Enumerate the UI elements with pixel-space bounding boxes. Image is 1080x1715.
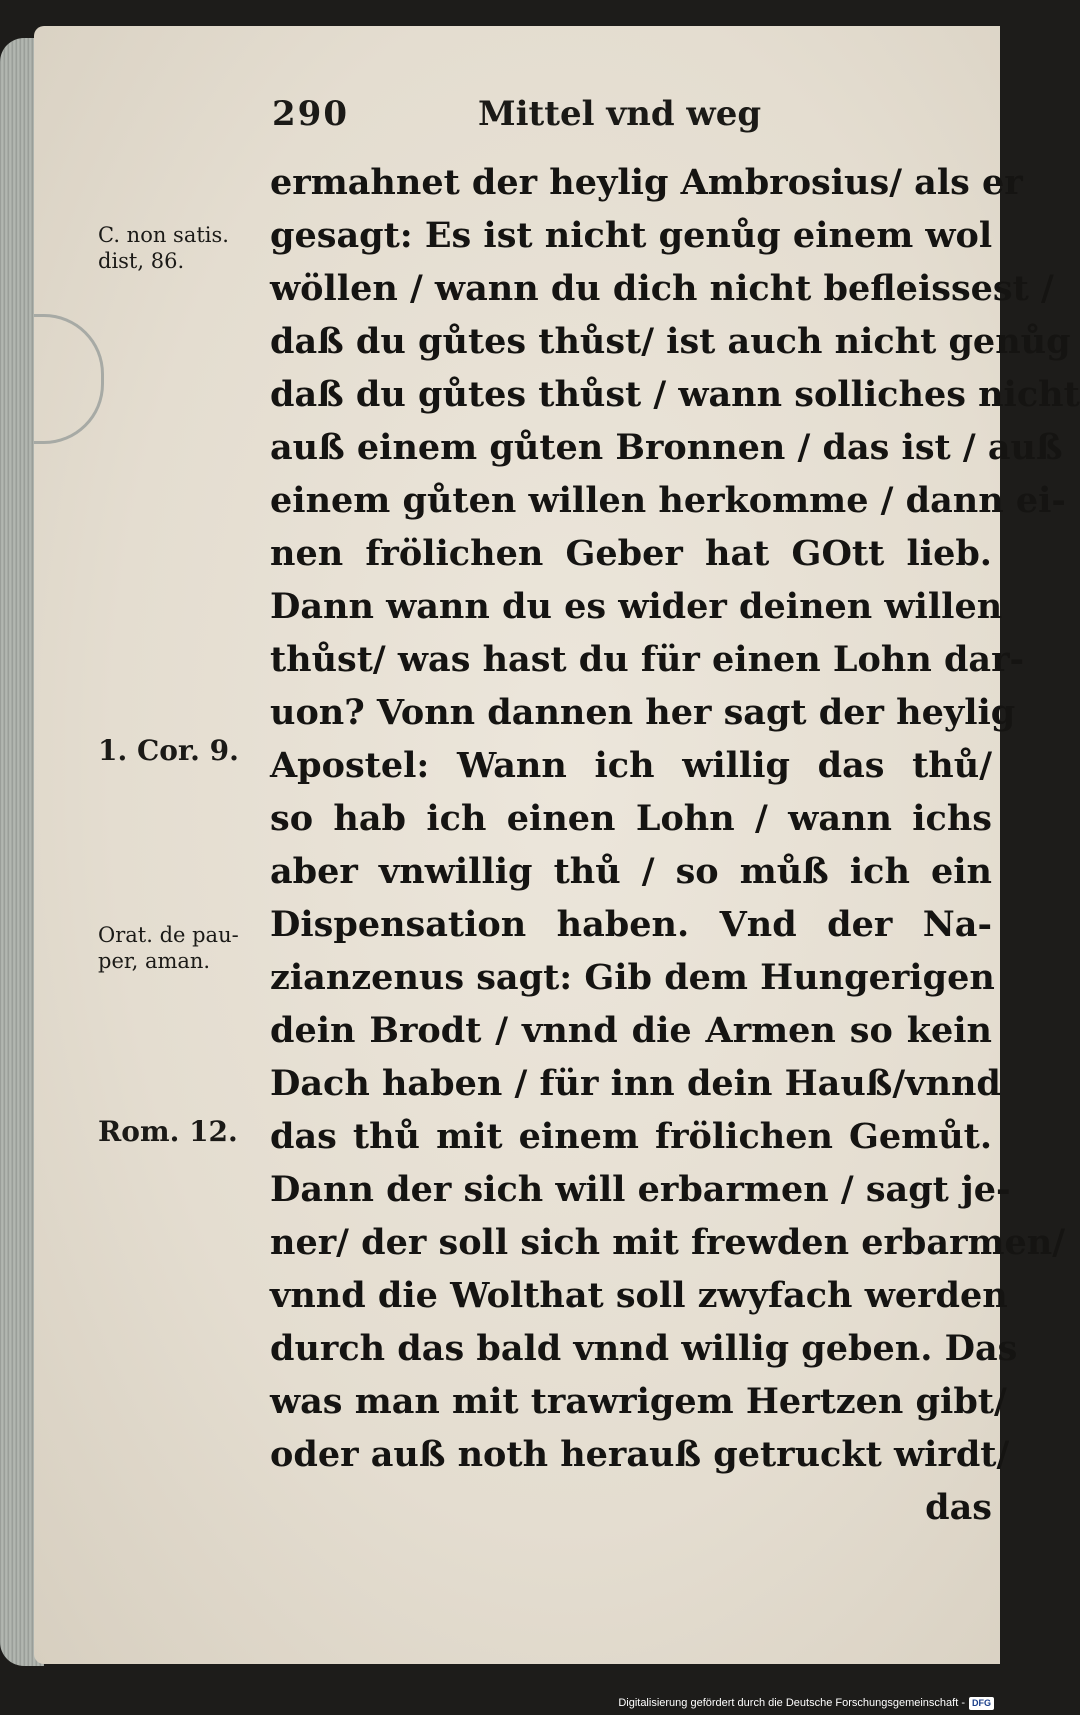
- margin-note-line: C. non satis.: [98, 223, 229, 247]
- catchword: das: [925, 1487, 992, 1528]
- text-line: thůst/ was hast du für einen Lohn dar-: [270, 639, 1025, 680]
- dfg-logo: DFG: [969, 1697, 994, 1710]
- text-line: zianzenus sagt: Gib dem Hungerigen: [270, 957, 995, 998]
- text-line: dein Brodt / vnnd die Armen so kein: [270, 1010, 992, 1051]
- text-line: aber vnwillig thů / so můß ich ein: [270, 851, 992, 892]
- text-line: daß du gůtes thůst/ ist auch nicht genůg: [270, 321, 1071, 362]
- credit-text: Digitalisierung gefördert durch die Deutsche Forschungsgemeinschaft -: [618, 1697, 965, 1709]
- text-line: gesagt: Es ist nicht genůg einem wol: [270, 215, 993, 256]
- text-line: ner/ der soll sich mit frewden erbarmen/: [270, 1222, 1066, 1263]
- text-line: vnnd die Wolthat soll zwyfach werden: [270, 1275, 1008, 1316]
- text-line: wöllen / wann du dich nicht befleissest /: [270, 268, 1054, 309]
- text-line: so hab ich einen Lohn / wann ichs: [270, 798, 992, 839]
- margin-note-line: per, aman.: [98, 949, 211, 973]
- text-line: auß einem gůten Bronnen / das ist / auß: [270, 427, 1063, 468]
- text-line: daß du gůtes thůst / wann solliches nicht: [270, 374, 1080, 415]
- page-number: 290: [272, 94, 349, 134]
- body-text: [270, 156, 1080, 1534]
- running-title: Mittel vnd weg: [478, 94, 762, 134]
- margin-note-c-non-satis: [98, 222, 268, 274]
- text-line: Dann wann du es wider deinen willen: [270, 586, 1003, 627]
- margin-note-line: dist, 86.: [98, 249, 185, 273]
- text-line: Dach haben / für inn dein Hauß/vnnd: [270, 1063, 1001, 1104]
- text-line: Dann der sich will erbarmen / sagt je-: [270, 1169, 1011, 1210]
- margin-note-line: Orat. de pau-: [98, 923, 239, 947]
- text-line: Dispensation haben. Vnd der Na-: [270, 904, 992, 945]
- text-line: oder auß noth herauß getruckt wirdt/: [270, 1434, 1010, 1475]
- margin-note-rom-12: Rom. 12.: [98, 1115, 238, 1148]
- text-line: durch das bald vnnd willig geben. Das: [270, 1328, 1018, 1369]
- margin-note-orat: [98, 922, 268, 974]
- text-line: das thů mit einem frölichen Gemůt.: [270, 1116, 992, 1157]
- dfg-credit: [618, 1695, 994, 1711]
- text-line: einem gůten willen herkomme / dann ei-: [270, 480, 1066, 521]
- text-line: ermahnet der heylig Ambrosius/ als er: [270, 162, 1023, 203]
- page-clip: [34, 314, 104, 444]
- text-line: uon? Vonn dannen her sagt der heylig: [270, 692, 1016, 733]
- margin-note-1-cor-9: 1. Cor. 9.: [98, 734, 239, 767]
- text-line: was man mit trawrigem Hertzen gibt/: [270, 1381, 1007, 1422]
- text-line: nen frölichen Geber hat GOtt lieb.: [270, 533, 992, 574]
- book-page: [34, 26, 1080, 1664]
- text-line: Apostel: Wann ich willig das thů/: [270, 745, 992, 786]
